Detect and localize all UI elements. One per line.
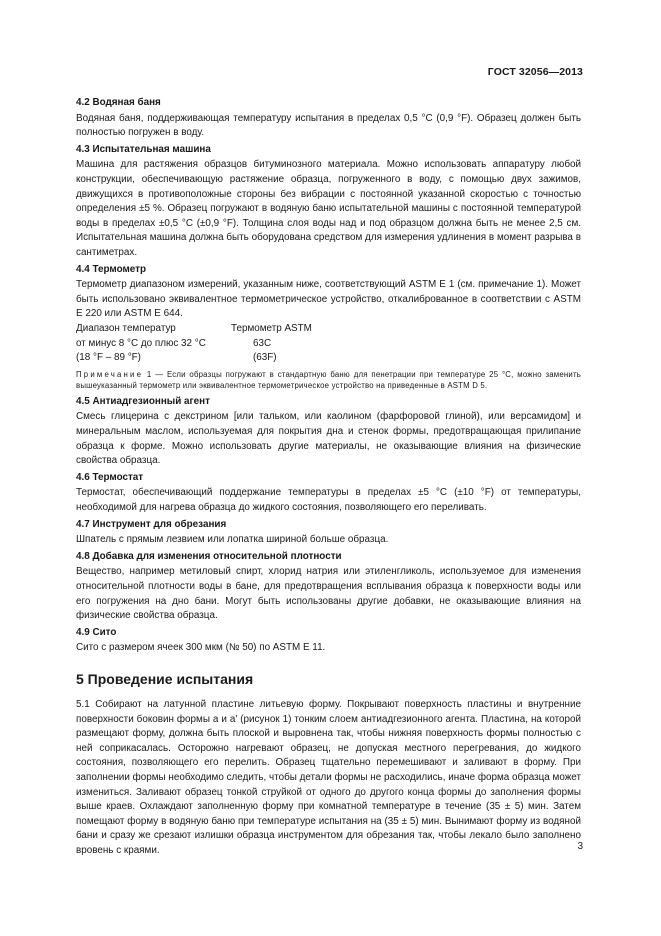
section-paragraph: Смесь глицерина с декстрином [или тальком, или каолином (фарфоровой глиной), или версамидом] и минеральным маслом, используемая для покрытия дна и стенок формы, предотвращающая прилипание образца к форме. Можно использовать другие материалы, не оказывающие влияния на физические свойства образца. — [76, 411, 581, 467]
note-paragraph — [76, 369, 581, 392]
sections-block-1 — [76, 96, 581, 322]
section-paragraph: Сито с размером ячеек 300 мкм (№ 50) по ASTM E 11. — [76, 642, 326, 654]
table-cell: (18 °F – 89 °F) — [76, 352, 141, 364]
section-paragraph: Водяная баня, поддерживающая температуру испытания в пределах 0,5 °С (0,9 °F). Образец должен быть полностью погружен в воду. — [76, 112, 581, 139]
sections-block-2 — [76, 395, 581, 656]
section-heading: 4.5 Антиадгезионный агент — [76, 395, 210, 407]
table-cell: 63С — [253, 337, 272, 349]
table-cell: (63F) — [253, 352, 277, 364]
section-5-title: 5 Проведение испытания — [76, 670, 254, 687]
document-header: ГОСТ 32056—2013 — [487, 66, 583, 78]
table-cell: Термометр ASTM — [231, 322, 312, 334]
thermometer-table — [76, 322, 581, 366]
page-number: 3 — [577, 841, 583, 852]
section-paragraph: Вещество, например метиловый спирт, хлорид натрия или этиленгликоль, используемое для изменения относительной плотности воды в бане, для предотвращения всплывания образца к поверхности воды или его погружения на дно бани. Могут быть использованы другие добавки, не оказывающие влияния на физические свойства образца. — [76, 566, 581, 622]
section-heading: 4.9 Сито — [76, 626, 117, 638]
section-heading: 4.8 Добавка для изменения относительной плотности — [76, 550, 342, 562]
section-paragraph: Термостат, обеспечивающий поддержание температуры в пределах ±5 °С (±10 °F) от температуры, необходимой для нагрева образца до жидкого состояния, позволяющего его переливать. — [76, 487, 581, 514]
section-heading: 4.4 Термометр — [76, 263, 147, 275]
note-text: 1 — Если образцы погружают в стандартную баню для пенетрации при температуре 25 °С, можно заменить вышеуказанный термометр или эквивалентное термометрическое устройство на приведенные в ASTM D 5. — [76, 369, 581, 391]
section-heading: 4.7 Инструмент для обрезания — [76, 518, 227, 530]
section-paragraph: Машина для растяжения образцов битуминозного материала. Можно использовать аппаратуру любой конструкции, обеспечивающую растяжение образца, погруженного в воду, с помощью двух зажимов, движущихся в противоположные стороны без вибрации с постоянной указанной скоростью с точностью определения ±5 %. Образец погружают в водяную баню испытательной машины с постоянной температурой воды в пределах ±0,5 °С (±0,9 °F). Толщина слоя воды над и под образцом должна быть не менее 2,5 см. Испытательная машина должна быть оборудована средством для измерения удлинения в момент разрыва в сантиметрах. — [76, 159, 581, 258]
section-paragraph: Шпатель с прямым лезвием или лопатка шириной больше образца. — [76, 534, 389, 546]
section-heading: 4.3 Испытательная машина — [76, 143, 211, 155]
table-cell: от минус 8 °С до плюс 32 °С — [76, 337, 206, 349]
note-label: Примечание — [76, 369, 144, 379]
section-heading: 4.2 Водяная баня — [76, 97, 161, 108]
section-heading: 4.6 Термостат — [76, 471, 144, 483]
section-paragraph: Термометр диапазоном измерений, указанным ниже, соответствующий ASTM E 1 (см. примечание 1). Может быть использовано эквивалентное термометрическое устройство, откалиброванное в соответствии с ASTM E 220 или ASTM E 644. — [76, 279, 581, 320]
table-cell: Диапазон температур — [76, 322, 176, 334]
section-5-paragraph: 5.1 Собирают на латунной пластине литьевую форму. Покрывают поверхность пластины и внутренние поверхности боковин формы a и a' (рисунок 1) тонким слоем антиадгезионного агента. Пластина, на которой размещают форму, должна быть плоской и выровнена так, чтобы нижняя поверхность формы полностью с ней соприкасалась. Осторожно нагревают образец, не допуская местного перегревания, до жидкого состояния, позволяющего его перелить. Образец тщательно перемешивают и заливают в форму. При заполнении формы необходимо следить, чтобы детали формы не расходились, иначе форма образца может измениться. Заливают образец тонкой струйкой от одного до другого конца формы до заполнения формы выше краев. Охлаждают заполненную форму при комнатной температуре в течение (35 ± 5) мин. Затем помещают форму в водяную баню при температуре испытания на (35 ± 5) мин. Вынимают форму из водяной бани и сразу же срезают излишки образца инструментом для обрезания так, чтобы лекало было заполнено вровень с краями. — [76, 698, 581, 856]
page-content — [76, 94, 581, 859]
